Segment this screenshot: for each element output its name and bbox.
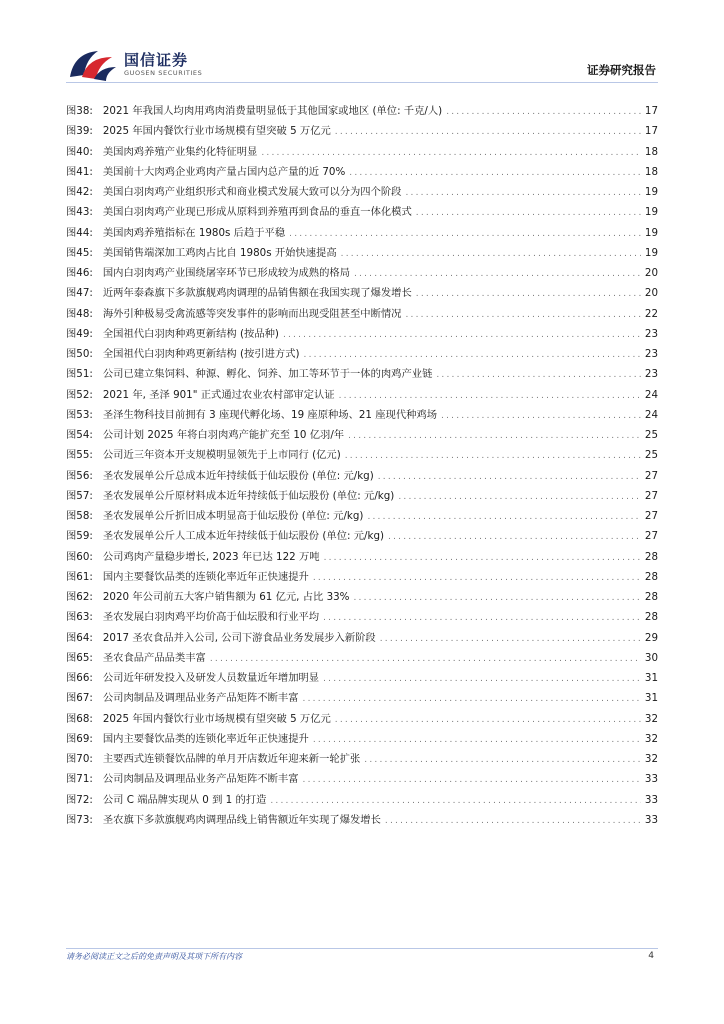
- toc-entry[interactable]: [66, 729, 658, 749]
- figure-page-number: 25: [644, 449, 658, 462]
- figure-number: 图62:: [66, 591, 93, 603]
- toc-entry[interactable]: [66, 769, 658, 789]
- figure-page-number: 19: [644, 206, 658, 219]
- figure-page-number: 28: [644, 570, 658, 583]
- brand-name-english: GUOSEN SECURITIES: [124, 69, 203, 77]
- guosen-logo: [68, 47, 228, 87]
- figure-title: 2021 年, 圣泽 901" 正式通过农业农村部审定认证: [102, 388, 335, 401]
- toc-entry[interactable]: [66, 526, 658, 546]
- figure-page-number: 30: [644, 651, 658, 664]
- figure-title: 主要西式连锁餐饮品牌的单月开店数近年迎来新一轮扩张: [102, 753, 361, 765]
- figure-number: 图43:: [66, 206, 93, 219]
- figure-page-number: 29: [644, 631, 658, 644]
- dot-leader: [398, 487, 641, 507]
- dot-leader: [388, 527, 641, 547]
- page-header: [0, 0, 724, 90]
- figure-title: 圣农发展单公斤总成本近年持续低于仙坛股份 (单位: 元/kg): [102, 469, 374, 482]
- toc-entry[interactable]: [66, 121, 658, 141]
- toc-entry[interactable]: [66, 142, 658, 162]
- figure-title: 圣农发展白羽肉鸡平均价高于仙坛股和行业平均: [102, 611, 320, 624]
- dot-leader: [289, 224, 641, 244]
- figure-title: 美国肉鸡养殖产业集约化特征明显: [102, 145, 258, 158]
- figure-number: 图58:: [66, 510, 93, 522]
- dot-leader: [323, 669, 641, 689]
- toc-entry[interactable]: [66, 506, 658, 526]
- brand-name: 国信证券: [124, 51, 189, 69]
- toc-entry[interactable]: [66, 425, 658, 445]
- toc-entry[interactable]: [66, 364, 658, 384]
- page-number: 4: [648, 951, 654, 961]
- dot-leader: [335, 710, 641, 730]
- figure-title: 近两年泰森旗下多款旗舰鸡肉调理的品销售额在我国实现了爆发增长: [102, 287, 412, 300]
- header-divider: [66, 82, 658, 83]
- figure-title: 公司近年研发投入及研发人员数量近年增加明显: [102, 672, 320, 684]
- toc-entry[interactable]: [66, 304, 658, 324]
- figure-page-number: 18: [644, 145, 658, 158]
- figure-number: 图73:: [66, 813, 93, 826]
- figure-page-number: 27: [644, 530, 658, 543]
- figure-page-number: 27: [644, 510, 658, 522]
- figure-page-number: 31: [644, 692, 658, 705]
- figure-number: 图65:: [66, 651, 93, 664]
- figure-page-number: 27: [644, 489, 658, 502]
- toc-entry[interactable]: [66, 344, 658, 364]
- dot-leader: [380, 629, 641, 649]
- figure-number: 图60:: [66, 550, 93, 563]
- figure-page-number: 28: [644, 611, 658, 624]
- figure-title: 公司已建立集饲料、种源、孵化、饲养、加工等环节于一体的肉鸡产业链: [102, 368, 433, 381]
- toc-entry[interactable]: [66, 283, 658, 303]
- figure-title: 圣农发展单公斤折旧成本明显高于仙坛股份 (单位: 元/kg): [102, 510, 364, 522]
- figure-number: 图39:: [66, 125, 93, 138]
- toc-entry[interactable]: [66, 547, 658, 567]
- figure-title: 2017 圣农食品并入公司, 公司下游食品业务发展步入新阶段: [102, 631, 376, 644]
- figure-page-number: 23: [644, 368, 658, 381]
- dot-leader: [364, 750, 641, 770]
- dot-leader: [436, 365, 641, 385]
- dot-leader: [313, 730, 641, 750]
- figure-number: 图52:: [66, 388, 93, 401]
- dot-leader: [303, 689, 641, 709]
- toc-entry[interactable]: [66, 405, 658, 425]
- toc-entry[interactable]: [66, 709, 658, 729]
- figure-title: 国内主要餐饮品类的连锁化率近年正快速提升: [102, 732, 309, 745]
- document-type: 证券研究报告: [587, 63, 656, 77]
- footer-divider: [66, 948, 658, 949]
- dot-leader: [348, 426, 641, 446]
- figure-title: 海外引种极易受禽流感等突发事件的影响而出现受阻甚至中断情况: [102, 307, 402, 320]
- figure-number: 图42:: [66, 186, 93, 198]
- dot-leader: [353, 588, 640, 608]
- dot-leader: [341, 244, 641, 264]
- toc-entry[interactable]: [66, 668, 658, 688]
- toc-entry[interactable]: [66, 648, 658, 668]
- toc-entry[interactable]: [66, 445, 658, 465]
- dot-leader: [324, 548, 641, 568]
- toc-entry[interactable]: [66, 385, 658, 405]
- figure-number: 图57:: [66, 489, 93, 502]
- figure-page-number: 18: [644, 165, 658, 178]
- figure-title: 公司近三年资本开支规模明显领先于上市同行 (亿元): [102, 449, 341, 462]
- figure-number: 图47:: [66, 287, 93, 300]
- figure-number: 图67:: [66, 692, 93, 705]
- dot-leader: [385, 811, 641, 831]
- figure-title: 全国祖代白羽肉种鸡更新结构 (按品种): [102, 327, 279, 340]
- dot-leader: [283, 325, 641, 345]
- figure-number: 图46:: [66, 267, 93, 279]
- toc-entry[interactable]: [66, 810, 658, 830]
- figure-title: 圣农旗下多款旗舰鸡肉调理品线上销售额近年实现了爆发增长: [102, 813, 381, 826]
- figure-title: 公司计划 2025 年将白羽肉鸡产能扩充至 10 亿羽/年: [102, 429, 345, 441]
- figure-number: 图66:: [66, 672, 93, 684]
- figure-title: 公司肉制品及调理品业务产品矩阵不断丰富: [102, 773, 299, 786]
- dot-leader: [416, 203, 641, 223]
- figure-number: 图41:: [66, 165, 93, 178]
- figure-number: 图68:: [66, 712, 93, 725]
- dot-leader: [405, 305, 640, 325]
- toc-entry[interactable]: [66, 607, 658, 627]
- figure-number: 图63:: [66, 611, 93, 624]
- figure-number: 图54:: [66, 429, 93, 441]
- figure-title: 公司鸡肉产量稳步增长, 2023 年已达 122 万吨: [102, 550, 320, 563]
- dot-leader: [349, 163, 641, 183]
- figure-page-number: 23: [644, 348, 658, 360]
- dot-leader: [339, 386, 641, 406]
- toc-entry[interactable]: [66, 182, 658, 202]
- toc-entry[interactable]: [66, 162, 658, 182]
- toc-entry[interactable]: [66, 243, 658, 263]
- figure-page-number: 20: [644, 287, 658, 300]
- figure-number: 图40:: [66, 145, 93, 158]
- figure-number: 图72:: [66, 793, 93, 806]
- figure-number: 图64:: [66, 631, 93, 644]
- figure-page-number: 28: [644, 550, 658, 563]
- figure-number: 图48:: [66, 307, 93, 320]
- figure-number: 图53:: [66, 408, 93, 421]
- figure-title: 美国白羽肉鸡产业现已形成从原料到养殖再到食品的垂直一体化模式: [102, 206, 412, 219]
- figure-title: 国内主要餐饮品类的连锁化率近年正快速提升: [102, 570, 309, 583]
- toc-entry[interactable]: [66, 486, 658, 506]
- figure-title: 美国前十大肉鸡企业鸡肉产量占国内总产量的近 70%: [102, 165, 346, 178]
- figure-list: [66, 101, 658, 830]
- figure-page-number: 17: [644, 105, 658, 117]
- toc-entry[interactable]: [66, 263, 658, 283]
- figure-page-number: 32: [644, 732, 658, 745]
- disclaimer-text: 请务必阅读正文之后的免责声明及其项下所有内容: [66, 952, 242, 961]
- figure-page-number: 24: [644, 388, 658, 401]
- toc-entry[interactable]: [66, 628, 658, 648]
- figure-title: 圣农食品产品品类丰富: [102, 651, 206, 664]
- dot-leader: [405, 183, 640, 203]
- toc-entry[interactable]: [66, 324, 658, 344]
- figure-title: 美国销售端深加工鸡肉占比自 1980s 开始快速提高: [102, 246, 337, 259]
- toc-entry[interactable]: [66, 567, 658, 587]
- dot-leader: [378, 467, 641, 487]
- figure-page-number: 28: [644, 591, 658, 603]
- dot-leader: [416, 284, 641, 304]
- figure-page-number: 20: [644, 267, 658, 279]
- figure-title: 全国祖代白羽肉种鸡更新结构 (按引进方式): [102, 348, 300, 360]
- figure-title: 2020 年公司前五大客户销售额为 61 亿元, 占比 33%: [102, 591, 350, 603]
- guosen-logo-icon: [68, 47, 118, 83]
- figure-number: 图69:: [66, 732, 93, 745]
- figure-page-number: 23: [644, 327, 658, 340]
- figure-page-number: 25: [644, 429, 658, 441]
- figure-number: 图55:: [66, 449, 93, 462]
- toc-entry[interactable]: [66, 101, 658, 121]
- toc-entry[interactable]: [66, 688, 658, 708]
- figure-title: 美国肉鸡养殖指标在 1980s 后趋于平稳: [102, 226, 286, 239]
- figure-number: 图56:: [66, 469, 93, 482]
- figure-number: 图38:: [66, 105, 93, 117]
- figure-number: 图49:: [66, 327, 93, 340]
- toc-entry[interactable]: [66, 587, 658, 607]
- figure-page-number: 31: [644, 672, 658, 684]
- dot-leader: [345, 446, 641, 466]
- figure-page-number: 19: [644, 186, 658, 198]
- dot-leader: [270, 791, 641, 811]
- figure-title: 圣泽生物科技目前拥有 3 座现代孵化场、19 座原种场、21 座现代种鸡场: [102, 408, 438, 421]
- dot-leader: [367, 507, 640, 527]
- dot-leader: [313, 568, 641, 588]
- figure-number: 图51:: [66, 368, 93, 381]
- figure-page-number: 27: [644, 469, 658, 482]
- figure-page-number: 33: [644, 793, 658, 806]
- toc-entry[interactable]: [66, 202, 658, 222]
- figure-title: 2025 年国内餐饮行业市场规模有望突破 5 万亿元: [102, 125, 331, 138]
- figure-number: 图70:: [66, 753, 93, 765]
- figure-title: 国内白羽肉鸡产业围绕屠宰环节已形成较为成熟的格局: [102, 267, 350, 279]
- figure-page-number: 32: [644, 712, 658, 725]
- figure-title: 圣农发展单公斤人工成本近年持续低于仙坛股份 (单位: 元/kg): [102, 530, 385, 543]
- figure-page-number: 19: [644, 226, 658, 239]
- figure-page-number: 19: [644, 246, 658, 259]
- figure-number: 图59:: [66, 530, 93, 543]
- dot-leader: [441, 406, 641, 426]
- toc-entry[interactable]: [66, 749, 658, 769]
- figure-title: 圣农发展单公斤原材料成本近年持续低于仙坛股份 (单位: 元/kg): [102, 489, 395, 502]
- dot-leader: [304, 345, 641, 365]
- figure-number: 图71:: [66, 773, 93, 786]
- figure-number: 图50:: [66, 348, 93, 360]
- dot-leader: [303, 770, 641, 790]
- dot-leader: [354, 264, 641, 284]
- dot-leader: [210, 649, 641, 669]
- figure-page-number: 24: [644, 408, 658, 421]
- figure-title: 美国白羽肉鸡产业组织形式和商业模式发展大致可以分为四个阶段: [102, 186, 402, 198]
- figure-page-number: 32: [644, 753, 658, 765]
- dot-leader: [323, 608, 641, 628]
- figure-title: 2025 年国内餐饮行业市场规模有望突破 5 万亿元: [102, 712, 331, 725]
- figure-title: 公司 C 端品牌实现从 0 到 1 的打造: [102, 793, 267, 806]
- dot-leader: [335, 122, 641, 142]
- toc-entry[interactable]: [66, 790, 658, 810]
- figure-page-number: 22: [644, 307, 658, 320]
- figure-title: 公司肉制品及调理品业务产品矩阵不断丰富: [102, 692, 299, 705]
- figure-page-number: 33: [644, 773, 658, 786]
- dot-leader: [446, 102, 641, 122]
- toc-entry[interactable]: [66, 223, 658, 243]
- figure-title: 2021 年我国人均肉用鸡肉消费量明显低于其他国家或地区 (单位: 千克/人): [102, 105, 443, 117]
- figure-number: 图44:: [66, 226, 93, 239]
- figure-number: 图45:: [66, 246, 93, 259]
- figure-page-number: 17: [644, 125, 658, 138]
- figure-page-number: 33: [644, 813, 658, 826]
- dot-leader: [261, 143, 641, 163]
- figure-number: 图61:: [66, 570, 93, 583]
- toc-entry[interactable]: [66, 466, 658, 486]
